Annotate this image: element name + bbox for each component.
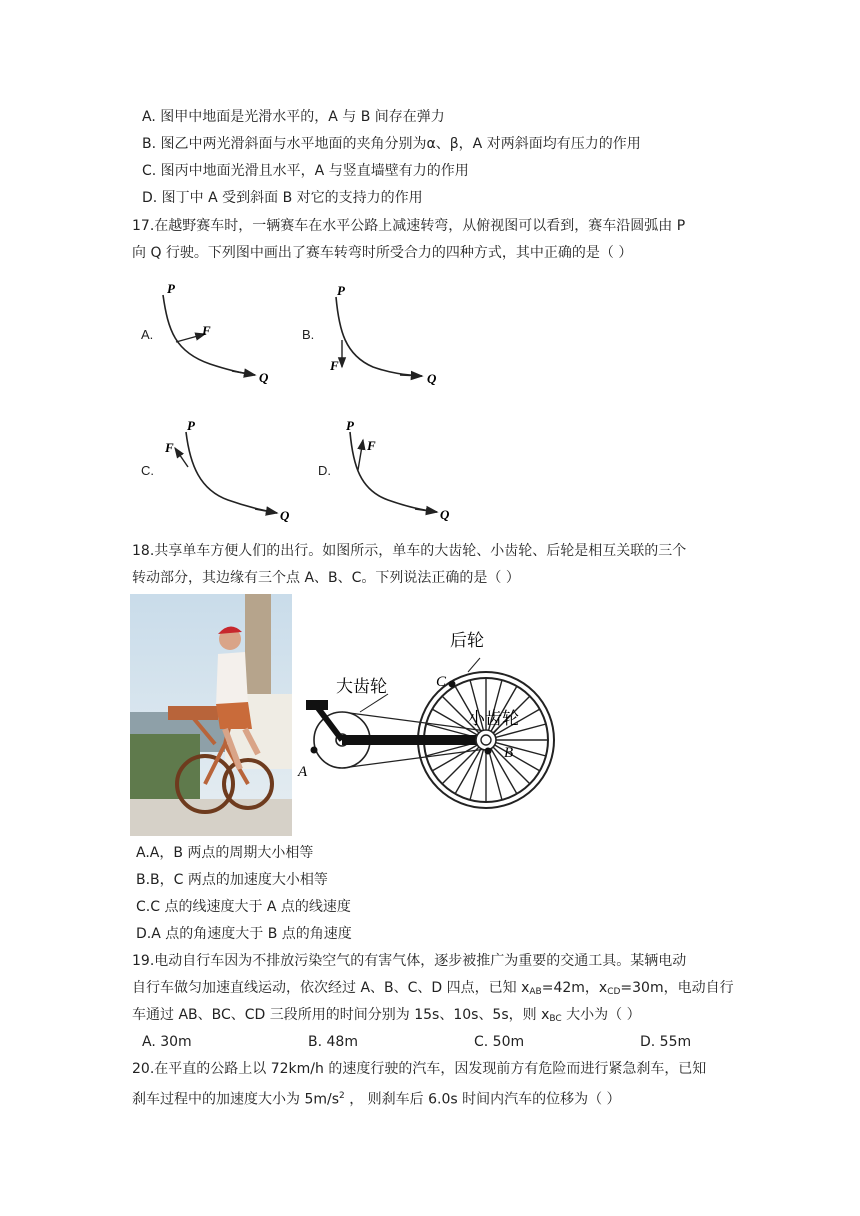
q19-option-a: A. 30m <box>142 1034 192 1050</box>
q16-option-b: B. 图乙中两光滑斜面与水平地面的夹角分别为α、β，A 对两斜面均有压力的作用 <box>142 136 641 152</box>
point-a-label: A <box>298 764 308 780</box>
q16-option-c: C. 图丙中地面光滑且水平，A 与竖直墙壁有力的作用 <box>142 163 469 179</box>
q18-stem-line2: 转动部分，其边缘有三个点 A、B、C。下列说法正确的是（ ） <box>132 570 520 586</box>
q17-label-d: D. <box>318 463 331 478</box>
rear-wheel-label: 后轮 <box>450 631 484 651</box>
q17-a-f: F <box>202 323 211 338</box>
point-b-label: B <box>504 745 514 761</box>
bicycle-gear-diagram <box>290 620 570 835</box>
q17-d-f: F <box>367 438 376 453</box>
q16-option-d: D. 图丁中 A 受到斜面 B 对它的支持力的作用 <box>142 190 423 206</box>
q17-figure-c <box>164 418 290 523</box>
q17-b-q: Q <box>427 371 437 386</box>
big-gear-label: 大齿轮 <box>336 677 387 697</box>
q18-option-d: D.A 点的角速度大于 B 点的角速度 <box>136 926 352 942</box>
q19-option-c: C. 50m <box>474 1034 525 1050</box>
q17-figure-d <box>346 418 450 522</box>
q19-stem-line2: 自行车做匀加速直线运动，依次经过 A、B、C、D 四点，已知 $x_{AB}=42m$，$x_{CD}=30m$，电动自行 <box>132 980 734 997</box>
q17-figure-b <box>329 283 437 386</box>
q20-stem-line1: 20.在平直的公路上以 72km/h 的速度行驶的汽车，因发现前方有危险而进行紧急刹车，已知 <box>132 1061 707 1077</box>
q17-b-f: F <box>330 358 339 373</box>
q18-stem-line1: 18.共享单车方便人们的出行。如图所示，单车的大齿轮、小齿轮、后轮是相互关联的三个 <box>132 543 687 559</box>
q17-stem-line2: 向 Q 行驶。下列图中画出了赛车转弯时所受合力的四种方式，其中正确的是（ ） <box>132 245 633 261</box>
q17-figure-a <box>163 281 269 385</box>
point-c-label: C <box>436 674 447 690</box>
q17-c-f: F <box>165 440 174 455</box>
q17-b-p: P <box>337 283 345 298</box>
q20-stem-line2: 刹车过程中的加速度大小为 $5m/s^2$ ， 则刹车后 6.0s 时间内汽车的位移为（ ） <box>132 1091 621 1108</box>
q17-a-p: P <box>167 281 175 296</box>
q19-option-b: B. 48m <box>308 1034 358 1050</box>
q17-d-q: Q <box>440 507 450 522</box>
q18-option-a: A.A，B 两点的周期大小相等 <box>136 845 314 861</box>
q18-option-c: C.C 点的线速度大于 A 点的线速度 <box>136 899 351 915</box>
q19-option-d: D. 55m <box>640 1034 692 1050</box>
q17-label-a: A. <box>141 327 154 342</box>
q17-d-p: P <box>346 418 354 433</box>
q17-figures <box>0 0 860 540</box>
q17-c-p: P <box>187 418 195 433</box>
q17-c-q: Q <box>280 508 290 523</box>
q17-stem-line1: 17.在越野赛车时，一辆赛车在水平公路上减速转弯，从俯视图可以看到，赛车沿圆弧由 P <box>132 218 686 234</box>
q19-stem-line3: 车通过 AB、BC、CD 三段所用的时间分别为 15s、10s、5s，则 $x_{BC}$ 大小为（ ） <box>132 1007 641 1024</box>
small-gear <box>476 730 496 750</box>
cyclist-photo <box>130 594 292 836</box>
q19-stem-line1: 19.电动自行车因为不排放污染空气的有害气体，逐步被推广为重要的交通工具。某辆电动 <box>132 953 687 969</box>
q16-option-a: A. 图甲中地面是光滑水平的，A 与 B 间存在弹力 <box>142 109 445 125</box>
q18-option-b: B.B，C 两点的加速度大小相等 <box>136 872 328 888</box>
small-gear-label: 小齿轮 <box>468 709 519 729</box>
q17-label-b: B. <box>302 327 315 342</box>
q17-label-c: C. <box>141 463 154 478</box>
q17-a-q: Q <box>259 370 269 385</box>
